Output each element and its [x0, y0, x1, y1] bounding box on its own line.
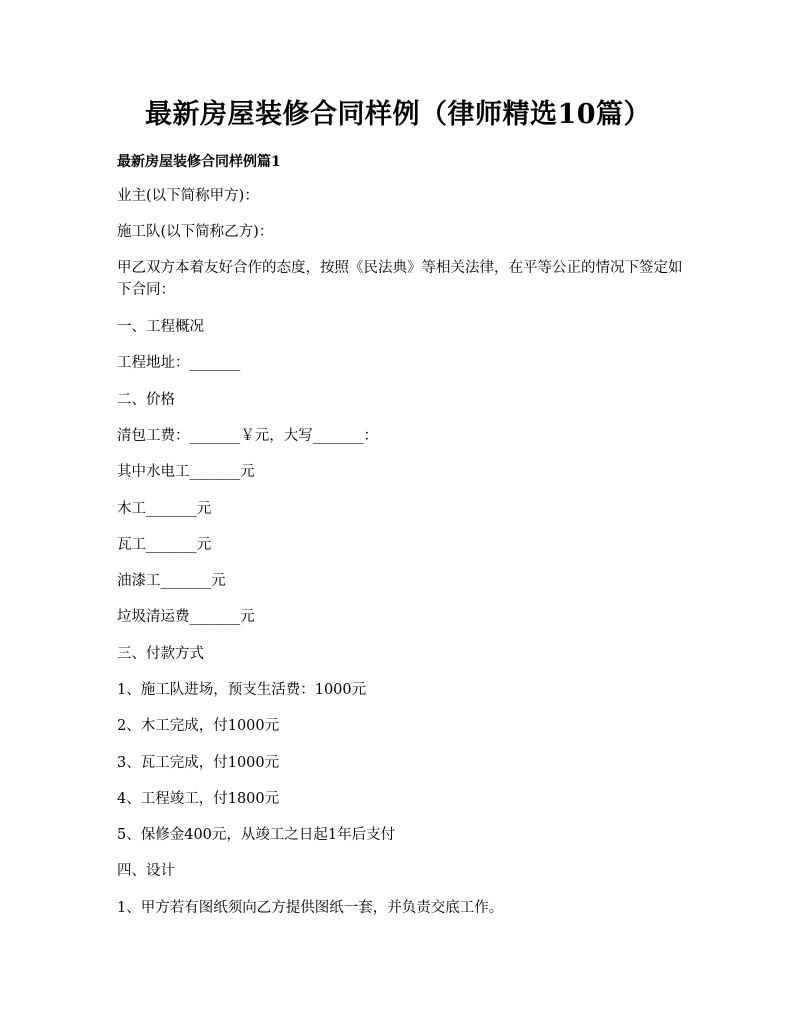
preamble-paragraph: 甲乙双方本着友好合作的态度，按照《民法典》等相关法律，在平等公正的情况下签定如下合同：: [117, 260, 683, 298]
payment-item-4: 4、工程竣工，付1800元: [117, 791, 280, 807]
design-item-1: 1、甲方若有图纸须向乙方提供图纸一套，并负责交底工作。: [117, 900, 504, 916]
payment-item-2: 2、木工完成，付1000元: [117, 718, 280, 734]
labor-fee-line: 清包工费：_______￥元，大写_______：: [117, 428, 378, 444]
payment-item-3: 3、瓦工完成，付1000元: [117, 755, 280, 771]
payment-item-1: 1、施工队进场，预支生活费：1000元: [117, 682, 367, 698]
project-address-line: 工程地址：_______: [117, 355, 241, 371]
heading-design: 四、设计: [117, 863, 175, 879]
carpentry-line: 木工_______元: [117, 501, 212, 517]
heading-project-overview: 一、工程概况: [117, 319, 204, 335]
plumbing-electric-line: 其中水电工_______元: [117, 464, 255, 480]
payment-item-5: 5、保修金400元，从竣工之日起1年后支付: [117, 827, 396, 843]
tiling-line: 瓦工_______元: [117, 537, 212, 553]
contractor-line: 施工队(以下简称乙方)：: [117, 224, 274, 240]
document-title: 最新房屋装修合同样例（律师精选10篇）: [144, 99, 652, 130]
waste-removal-line: 垃圾清运费_______元: [117, 609, 255, 625]
section-title: 最新房屋装修合同样例篇1: [117, 154, 281, 170]
heading-price: 二、价格: [117, 392, 175, 408]
owner-line: 业主(以下简称甲方)：: [117, 188, 259, 204]
heading-payment-method: 三、付款方式: [117, 646, 204, 662]
painting-line: 油漆工_______元: [117, 573, 226, 589]
